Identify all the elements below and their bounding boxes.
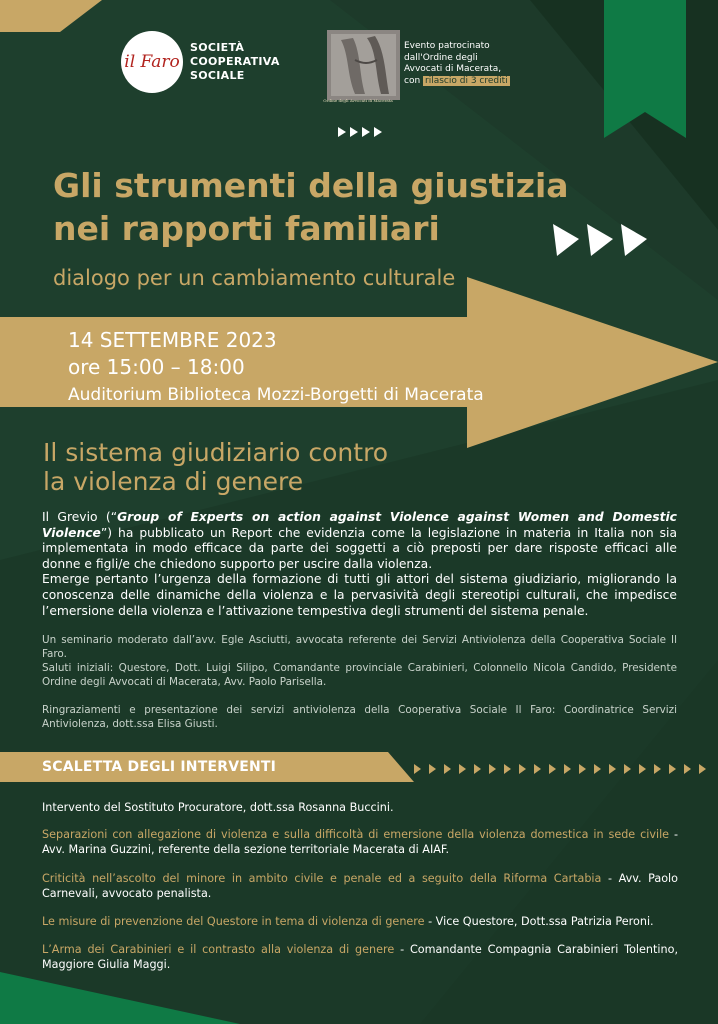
intro-part-c: ”) ha pubblicato un Report che evidenzia come la legislazione in materia in Italia non sia implementata in modo efficace da parte dei soggetti a ciò preposti per dare risposte efficaci alle donne e figli/e che chiedono supporto per uscire dalla violenza. — [42, 525, 677, 571]
schedule-item-topic: Le misure di prevenzione del Questore in tema di violenza di genere — [42, 915, 429, 928]
section-heading-line-1: Il sistema giudiziario contro — [43, 438, 389, 467]
schedule-item-topic: Criticità nell’ascolto del minore in ambito civile e penale ed a seguito della Riforma Cartabia — [42, 872, 602, 885]
intro-text — [42, 510, 677, 619]
schedule-item-5 — [42, 942, 678, 972]
patronage-note — [404, 41, 534, 87]
greetings-note: Saluti iniziali: Questore, Dott. Luigi Silipo, Comandante provinciale Carabinieri, Colonnello Nicola Candido, Presidente Ordine degli Avvocati di Macerata, Avv. Paolo Parisella. — [42, 662, 677, 688]
moderator-note: Un seminario moderato dall’avv. Egle Asciutti, avvocata referente dei Servizi Antiviolenza della Cooperativa Sociale Il Faro. — [42, 634, 677, 660]
intro-paragraph-1 — [42, 510, 677, 572]
schedule-item-speaker: - Vice Questore, Dott.ssa Patrizia Peroni. — [428, 915, 654, 928]
intro-paragraph-2: Emerge pertanto l’urgenza della formazione di tutti gli attori del sistema giudiziario, migliorando la conoscenza delle dinamiche della violenza e la pervasività degli stereotipi culturali, che impedisce l’emersione della violenza e l’attivazione tempestiva degli strumenti del sistema penale. — [42, 572, 677, 618]
title-arrows-icon — [553, 220, 653, 258]
patron-line-1: Evento patrocinato — [404, 41, 490, 51]
logo-text: il Faro — [124, 52, 180, 72]
schedule-item-topic: Separazioni con allegazione di violenza e sulla difficoltà di emersione della violenza domestica in sede civile — [42, 828, 670, 841]
schedule-item-3 — [42, 871, 678, 901]
coop-line-1: SOCIETÀ — [190, 41, 245, 54]
coop-line-3: SOCIALE — [190, 69, 245, 82]
schedule-item-speaker: - Comandante Compagnia Carabinieri Tolentino, Maggiore Giulia Maggi. — [42, 943, 678, 971]
patron-line-3: Avvocati di Macerata, — [404, 64, 502, 74]
thanks-note: Ringraziamenti e presentazione dei servizi antiviolenza della Cooperativa Sociale Il Faro: Coordinatrice Servizi Antiviolenza, dott.ssa Elisa Giusti. — [42, 704, 677, 730]
event-time: ore 15:00 – 18:00 — [68, 355, 245, 379]
schedule-arrows-icon — [414, 762, 714, 776]
schedule-item-speaker: - Avv. Paolo Carnevali, avvocato penalista. — [42, 872, 678, 900]
schedule-item-4 — [42, 914, 678, 929]
schedule-item-1 — [42, 800, 678, 815]
title-line-1: Gli strumenti della giustizia — [53, 166, 569, 205]
section-heading-line-2: la violenza di genere — [43, 467, 304, 496]
event-venue: Auditorium Biblioteca Mozzi-Borgetti di Macerata — [68, 385, 484, 405]
patron-line-2: dall'Ordine degli — [404, 52, 478, 63]
grevio-name: Group of Experts on action against Violence against Women and Domestic Violence — [42, 510, 677, 540]
title-line-2: nei rapporti familiari — [53, 209, 440, 248]
small-arrows-icon — [338, 125, 386, 139]
schedule-label: SCALETTA DEGLI INTERVENTI — [42, 759, 277, 775]
patron-prefix: con — [404, 75, 424, 86]
schedule-item-topic: L’Arma dei Carabinieri e il contrasto alla violenza di genere — [42, 943, 395, 956]
coop-name — [190, 41, 300, 83]
event-details — [68, 327, 484, 409]
credit-badge: rilascio di 3 crediti — [425, 75, 508, 86]
patron-line-4 — [404, 76, 534, 88]
event-date: 14 SETTEMBRE 2023 — [68, 328, 277, 352]
intro-part-a: Il Grevio (“ — [42, 510, 118, 524]
subtitle: dialogo per un cambiamento culturale — [53, 266, 456, 290]
section-heading — [43, 438, 388, 496]
bar-association-seal-icon — [327, 30, 400, 100]
schedule-item-2 — [42, 827, 678, 857]
coop-line-2: COOPERATIVA — [190, 55, 280, 68]
seal-caption: Ordine degli Avvocati di Macerata — [323, 98, 393, 103]
schedule-item-speaker: - Avv. Marina Guzzini, referente della sezione territoriale Macerata di AIAF. — [42, 828, 679, 856]
il-faro-logo — [121, 31, 183, 93]
schedule-item-speaker: Intervento del Sostituto Procuratore, dott.ssa Rosanna Buccini. — [42, 801, 394, 814]
